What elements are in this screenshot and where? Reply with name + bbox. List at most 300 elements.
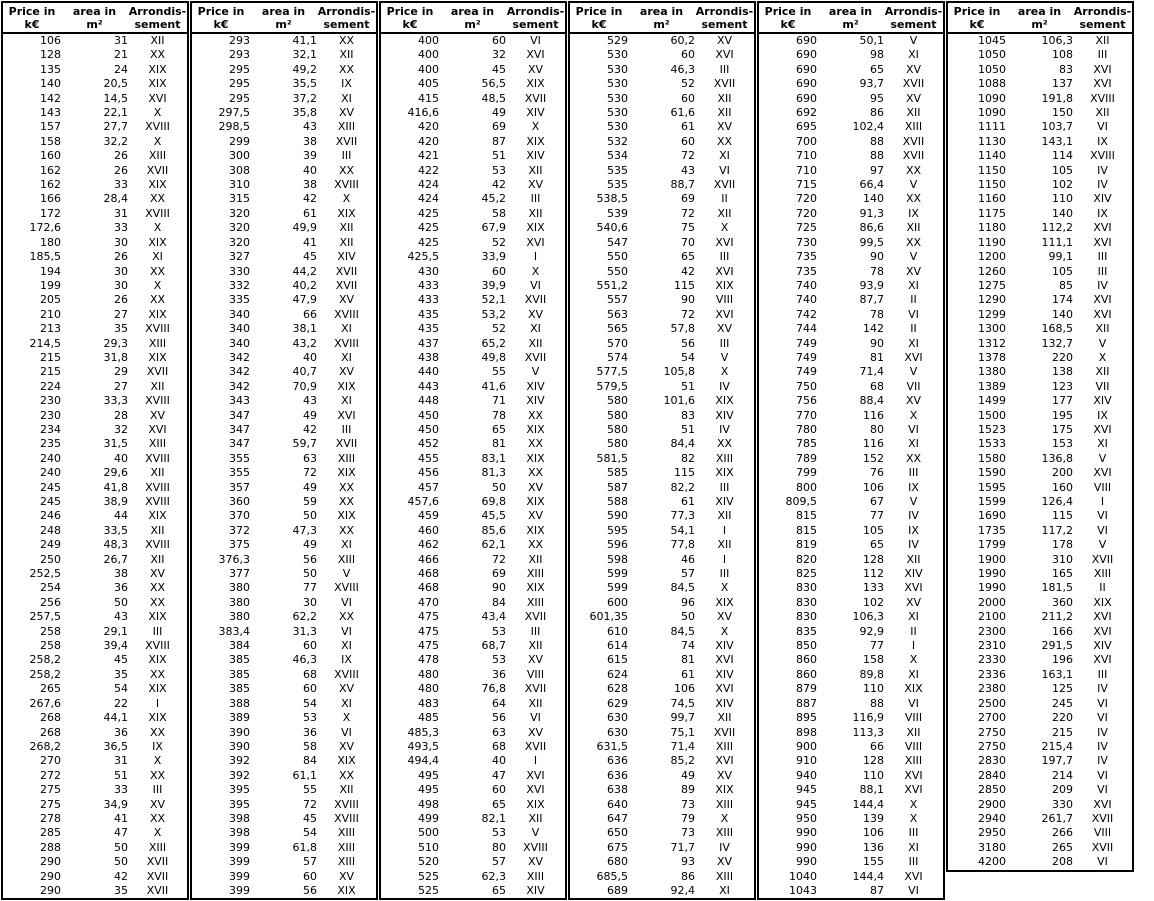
table-row	[569, 855, 755, 869]
arrondissement-cell: XII	[717, 509, 732, 523]
price-cell: 638	[607, 783, 628, 797]
price-cell: 2100	[978, 610, 1006, 624]
area-cell: 58	[303, 739, 317, 753]
area-cell: 77,8	[670, 538, 695, 552]
area-cell: 88	[870, 134, 884, 148]
area-cell: 144,4	[852, 869, 884, 883]
arrondissement-cell: XX	[149, 293, 166, 307]
area-cell: 41	[114, 811, 128, 825]
area-cell: 208	[1052, 855, 1073, 869]
header-row	[947, 2, 1133, 33]
area-cell: 50	[114, 855, 128, 869]
price-cell: 399	[229, 855, 250, 869]
price-cell: 172,6	[29, 221, 61, 235]
area-cell: 50	[114, 595, 128, 609]
price-cell: 590	[607, 509, 628, 523]
area-cell: 53,2	[481, 307, 506, 321]
price-cell: 235	[40, 437, 61, 451]
table-row	[758, 798, 944, 812]
price-cell: 631,5	[596, 739, 628, 753]
price-cell: 435	[418, 307, 439, 321]
area-cell: 33,3	[103, 394, 128, 408]
arrondissement-cell: XII	[1095, 365, 1110, 379]
area-cell: 69	[492, 567, 506, 581]
price-cell: 860	[796, 667, 817, 681]
arrondissement-cell: XVII	[524, 682, 547, 696]
arrondissement-cell: XV	[527, 653, 544, 667]
price-cell: 3180	[978, 840, 1006, 854]
arrondissement-cell: XX	[149, 48, 166, 62]
price-cell: 493,5	[407, 739, 439, 753]
arrondissement-cell: XVII	[524, 610, 547, 624]
arrondissement-cell: XIII	[148, 149, 167, 163]
price-table-group-2	[190, 1, 378, 900]
price-cell: 383,4	[218, 624, 250, 638]
price-cell: 636	[607, 768, 628, 782]
arrondissement-cell: XI	[152, 250, 163, 264]
arrondissement-cell: VI	[1097, 783, 1108, 797]
price-cell: 2330	[978, 653, 1006, 667]
arrondissement-cell: XIX	[148, 235, 167, 249]
area-cell: 87	[870, 883, 884, 897]
arrondissement-cell: III	[341, 422, 352, 436]
price-cell: 630	[607, 725, 628, 739]
col-header-arrondissement: Arrondis- sement	[884, 2, 944, 33]
table-row	[758, 365, 944, 379]
area-cell: 116	[863, 437, 884, 451]
arrondissement-cell: XIII	[148, 437, 167, 451]
arrondissement-cell: XV	[149, 797, 166, 811]
table-row	[2, 63, 188, 77]
arrondissement-cell: XII	[906, 106, 921, 120]
arrondissement-cell: XIX	[526, 77, 545, 91]
price-cell: 550	[607, 250, 628, 264]
area-cell: 84	[303, 754, 317, 768]
arrondissement-cell: XIV	[715, 696, 734, 710]
col-header-price: Price in k€	[380, 2, 439, 33]
area-cell: 40	[303, 163, 317, 177]
table-row	[2, 567, 188, 581]
table-row	[758, 351, 944, 365]
table-row	[947, 308, 1133, 322]
arrondissement-cell: XX	[716, 437, 733, 451]
table-row	[191, 726, 377, 740]
price-cell: 275	[40, 797, 61, 811]
table-row	[2, 826, 188, 840]
arrondissement-cell: XVII	[146, 883, 169, 897]
table-row	[569, 221, 755, 235]
price-cell: 135	[40, 62, 61, 76]
price-cell: 588	[607, 495, 628, 508]
table-row	[2, 639, 188, 653]
price-cell: 600	[607, 595, 628, 609]
arrondissement-cell: I	[533, 250, 538, 264]
area-cell: 82,2	[670, 480, 695, 494]
table-row	[758, 567, 944, 581]
arrondissement-cell: IV	[719, 422, 730, 436]
arrondissement-cell: XIV	[337, 250, 356, 264]
table-row	[380, 192, 566, 206]
arrondissement-cell: XVII	[146, 365, 169, 379]
price-cell: 610	[607, 624, 628, 638]
table-row	[2, 178, 188, 192]
arrondissement-cell: XII	[906, 552, 921, 566]
area-cell: 55	[303, 783, 317, 797]
arrondissement-cell: XIII	[337, 451, 356, 465]
arrondissement-cell: I	[911, 639, 916, 653]
header-row	[2, 2, 188, 33]
price-cell: 860	[796, 653, 817, 667]
arrondissement-cell: XVII	[713, 725, 736, 739]
table-row	[2, 610, 188, 624]
price-cell: 2380	[978, 682, 1006, 696]
price-cell: 214,5	[29, 336, 61, 350]
area-cell: 77	[870, 639, 884, 653]
arrondissement-cell: IX	[908, 523, 919, 537]
price-cell: 462	[418, 538, 439, 552]
table-row	[569, 668, 755, 682]
arrondissement-cell: XIII	[337, 552, 356, 566]
area-cell: 45	[303, 811, 317, 825]
price-cell: 692	[796, 106, 817, 120]
arrondissement-cell: XIII	[715, 869, 734, 883]
table-row	[191, 380, 377, 394]
price-cell: 1523	[978, 422, 1006, 436]
price-cell: 258	[40, 624, 61, 638]
table-row	[758, 135, 944, 149]
arrondissement-cell: XVI	[1093, 235, 1112, 249]
table-row	[569, 509, 755, 523]
table-row	[569, 783, 755, 797]
area-cell: 39,4	[103, 639, 128, 653]
arrondissement-cell: XI	[341, 696, 352, 710]
table-row	[2, 207, 188, 221]
table-row	[191, 63, 377, 77]
arrondissement-cell: VI	[908, 883, 919, 897]
arrondissement-cell: I	[722, 523, 727, 537]
area-cell: 79	[681, 811, 695, 825]
table-row	[2, 106, 188, 120]
table-row	[2, 293, 188, 307]
area-cell: 56,5	[481, 77, 506, 91]
price-cell: 630	[607, 711, 628, 725]
area-cell: 133	[863, 581, 884, 595]
price-cell: 400	[418, 48, 439, 62]
arrondissement-cell: XIX	[526, 495, 545, 508]
arrondissement-cell: XII	[528, 639, 543, 653]
area-cell: 49,2	[292, 62, 317, 76]
price-cell: 750	[796, 379, 817, 393]
price-cell: 809,5	[785, 495, 817, 508]
arrondissement-cell: VI	[530, 34, 541, 47]
table-row	[569, 236, 755, 250]
price-cell: 347	[229, 437, 250, 451]
arrondissement-cell: II	[721, 192, 728, 206]
price-cell: 530	[607, 77, 628, 91]
table-row	[758, 524, 944, 538]
price-cell: 370	[229, 509, 250, 523]
price-cell: 640	[607, 797, 628, 811]
area-cell: 88,7	[670, 178, 695, 192]
col-header-area: area in m²	[439, 2, 506, 33]
table-row	[758, 106, 944, 120]
area-cell: 36	[114, 725, 128, 739]
arrondissement-cell: XI	[341, 538, 352, 552]
table-row	[380, 596, 566, 610]
table-row	[758, 337, 944, 351]
price-cell: 399	[229, 840, 250, 854]
arrondissement-cell: XVII	[335, 437, 358, 451]
arrondissement-cell: XI	[719, 883, 730, 897]
table-row	[380, 279, 566, 293]
area-cell: 41,1	[292, 34, 317, 47]
arrondissement-cell: XVIII	[145, 394, 170, 408]
arrondissement-cell: XIX	[526, 221, 545, 235]
area-cell: 72	[681, 149, 695, 163]
arrondissement-cell: XVI	[715, 264, 734, 278]
table-row	[569, 481, 755, 495]
arrondissement-cell: XVI	[526, 768, 545, 782]
arrondissement-cell: XVIII	[145, 322, 170, 336]
arrondissement-cell: IV	[1097, 725, 1108, 739]
area-cell: 27,7	[103, 120, 128, 134]
table-row	[191, 798, 377, 812]
arrondissement-cell: XV	[716, 855, 733, 869]
area-cell: 73	[681, 797, 695, 811]
price-cell: 392	[229, 768, 250, 782]
table-row	[2, 192, 188, 206]
price-cell: 357	[229, 480, 250, 494]
table-row	[758, 754, 944, 768]
area-cell: 30	[114, 264, 128, 278]
area-cell: 60	[492, 34, 506, 47]
arrondissement-cell: XIX	[148, 509, 167, 523]
price-cell: 485	[418, 711, 439, 725]
price-cell: 210	[40, 307, 61, 321]
table-row	[2, 466, 188, 480]
price-cell: 599	[607, 567, 628, 581]
arrondissement-cell: VII	[1095, 379, 1110, 393]
price-cell: 1111	[978, 120, 1006, 134]
arrondissement-cell: XIII	[148, 840, 167, 854]
table-row	[569, 149, 755, 163]
table-row	[947, 380, 1133, 394]
area-cell: 48,3	[103, 538, 128, 552]
arrondissement-cell: XIX	[1093, 595, 1112, 609]
table-row	[2, 120, 188, 134]
price-cell: 1500	[978, 408, 1006, 422]
table-row	[947, 178, 1133, 192]
table-row	[947, 92, 1133, 106]
area-cell: 68,7	[481, 639, 506, 653]
arrondissement-cell: XVIII	[334, 336, 359, 350]
table-row	[758, 726, 944, 740]
table-row	[191, 538, 377, 552]
table-row	[758, 63, 944, 77]
price-cell: 2900	[978, 797, 1006, 811]
price-cell: 448	[418, 394, 439, 408]
table-row	[380, 293, 566, 307]
price-cell: 468	[418, 567, 439, 581]
arrondissement-cell: XVII	[713, 178, 736, 192]
price-cell: 2950	[978, 826, 1006, 840]
table-row	[2, 870, 188, 884]
price-cell: 398	[229, 811, 250, 825]
arrondissement-cell: XVI	[1093, 307, 1112, 321]
area-cell: 106	[674, 682, 695, 696]
area-cell: 82	[681, 451, 695, 465]
area-cell: 52	[492, 322, 506, 336]
arrondissement-cell: XV	[716, 768, 733, 782]
area-cell: 90	[492, 581, 506, 595]
price-cell: 749	[796, 336, 817, 350]
arrondissement-cell: XII	[906, 725, 921, 739]
table-row	[569, 178, 755, 192]
table-row	[380, 236, 566, 250]
price-cell: 268,2	[29, 739, 61, 753]
arrondissement-cell: XVII	[1091, 840, 1114, 854]
area-cell: 41,8	[103, 480, 128, 494]
area-cell: 63	[303, 451, 317, 465]
table-row	[758, 207, 944, 221]
arrondissement-cell: VIII	[526, 667, 545, 681]
arrondissement-cell: X	[720, 624, 729, 638]
price-cell: 360	[229, 495, 250, 508]
area-cell: 44	[114, 509, 128, 523]
price-cell: 405	[418, 77, 439, 91]
table-row	[758, 783, 944, 797]
arrondissement-cell: XIV	[526, 379, 545, 393]
table-row	[758, 92, 944, 106]
table-row	[569, 63, 755, 77]
price-cell: 680	[607, 855, 628, 869]
arrondissement-cell: XVI	[148, 422, 167, 436]
table-row	[191, 409, 377, 423]
price-cell: 835	[796, 624, 817, 638]
table-row	[569, 120, 755, 134]
table-row	[380, 149, 566, 163]
arrondissement-cell: XI	[341, 322, 352, 336]
area-cell: 38,9	[103, 495, 128, 508]
price-cell: 250	[40, 552, 61, 566]
table-row	[380, 509, 566, 523]
table-row	[947, 33, 1133, 48]
table-row	[947, 798, 1133, 812]
table-row	[758, 553, 944, 567]
area-cell: 31	[114, 206, 128, 220]
arrondissement-cell: III	[719, 62, 730, 76]
arrondissement-cell: XVI	[1093, 466, 1112, 480]
price-cell: 685,5	[596, 869, 628, 883]
table-row	[2, 322, 188, 336]
table-row	[191, 192, 377, 206]
price-cell: 1150	[978, 178, 1006, 192]
arrondissement-cell: VI	[908, 307, 919, 321]
area-cell: 42	[303, 422, 317, 436]
table-row	[569, 798, 755, 812]
price-cell: 478	[418, 653, 439, 667]
area-cell: 39,9	[481, 278, 506, 292]
table-row	[2, 697, 188, 711]
area-cell: 220	[1052, 350, 1073, 364]
area-cell: 32,1	[292, 48, 317, 62]
price-cell: 940	[796, 768, 817, 782]
price-table-group-5	[757, 1, 945, 900]
table-row	[569, 697, 755, 711]
table-row	[380, 538, 566, 552]
arrondissement-cell: XIII	[526, 567, 545, 581]
arrondissement-cell: XVI	[1093, 77, 1112, 91]
price-cell: 530	[607, 62, 628, 76]
area-cell: 38	[303, 134, 317, 148]
price-cell: 437	[418, 336, 439, 350]
price-cell: 598	[607, 552, 628, 566]
arrondissement-cell: XVII	[335, 264, 358, 278]
area-cell: 48,5	[481, 91, 506, 105]
price-cell: 180	[40, 235, 61, 249]
table-row	[947, 394, 1133, 408]
price-cell: 420	[418, 134, 439, 148]
area-cell: 67	[870, 495, 884, 508]
table-row	[947, 221, 1133, 235]
area-cell: 83,1	[481, 451, 506, 465]
table-row	[380, 754, 566, 768]
table-row	[191, 524, 377, 538]
area-cell: 85	[1059, 278, 1073, 292]
price-cell: 1599	[978, 495, 1006, 508]
area-cell: 68	[870, 379, 884, 393]
table-row	[569, 538, 755, 552]
col-header-area: area in m²	[628, 2, 695, 33]
area-cell: 84,5	[670, 624, 695, 638]
arrondissement-cell: X	[153, 221, 162, 235]
arrondissement-cell: III	[152, 783, 163, 797]
price-cell: 1299	[978, 307, 1006, 321]
price-cell: 1190	[978, 235, 1006, 249]
area-cell: 71,7	[670, 840, 695, 854]
price-cell: 1275	[978, 278, 1006, 292]
area-cell: 101,6	[663, 394, 695, 408]
arrondissement-cell: XVI	[904, 350, 923, 364]
table-row	[947, 63, 1133, 77]
area-cell: 136	[863, 840, 884, 854]
arrondissement-cell: XV	[905, 394, 922, 408]
table-row	[2, 524, 188, 538]
area-cell: 38	[303, 178, 317, 192]
price-cell: 258,2	[29, 667, 61, 681]
arrondissement-cell: XIV	[904, 567, 923, 581]
arrondissement-cell: XIV	[1093, 639, 1112, 653]
table-row	[380, 77, 566, 91]
table-row	[191, 33, 377, 48]
area-cell: 72	[681, 206, 695, 220]
area-cell: 136,8	[1041, 451, 1073, 465]
table-row	[2, 351, 188, 365]
table-row	[947, 149, 1133, 163]
table-row	[380, 394, 566, 408]
price-cell: 1150	[978, 163, 1006, 177]
table-row	[569, 610, 755, 624]
price-cell: 157	[40, 120, 61, 134]
table-row	[569, 726, 755, 740]
price-cell: 249	[40, 538, 61, 552]
table-row	[191, 740, 377, 754]
table-row	[569, 826, 755, 840]
arrondissement-cell: XVI	[715, 682, 734, 696]
arrondissement-cell: VIII	[715, 293, 734, 307]
arrondissement-cell: X	[720, 581, 729, 595]
table-row	[569, 135, 755, 149]
